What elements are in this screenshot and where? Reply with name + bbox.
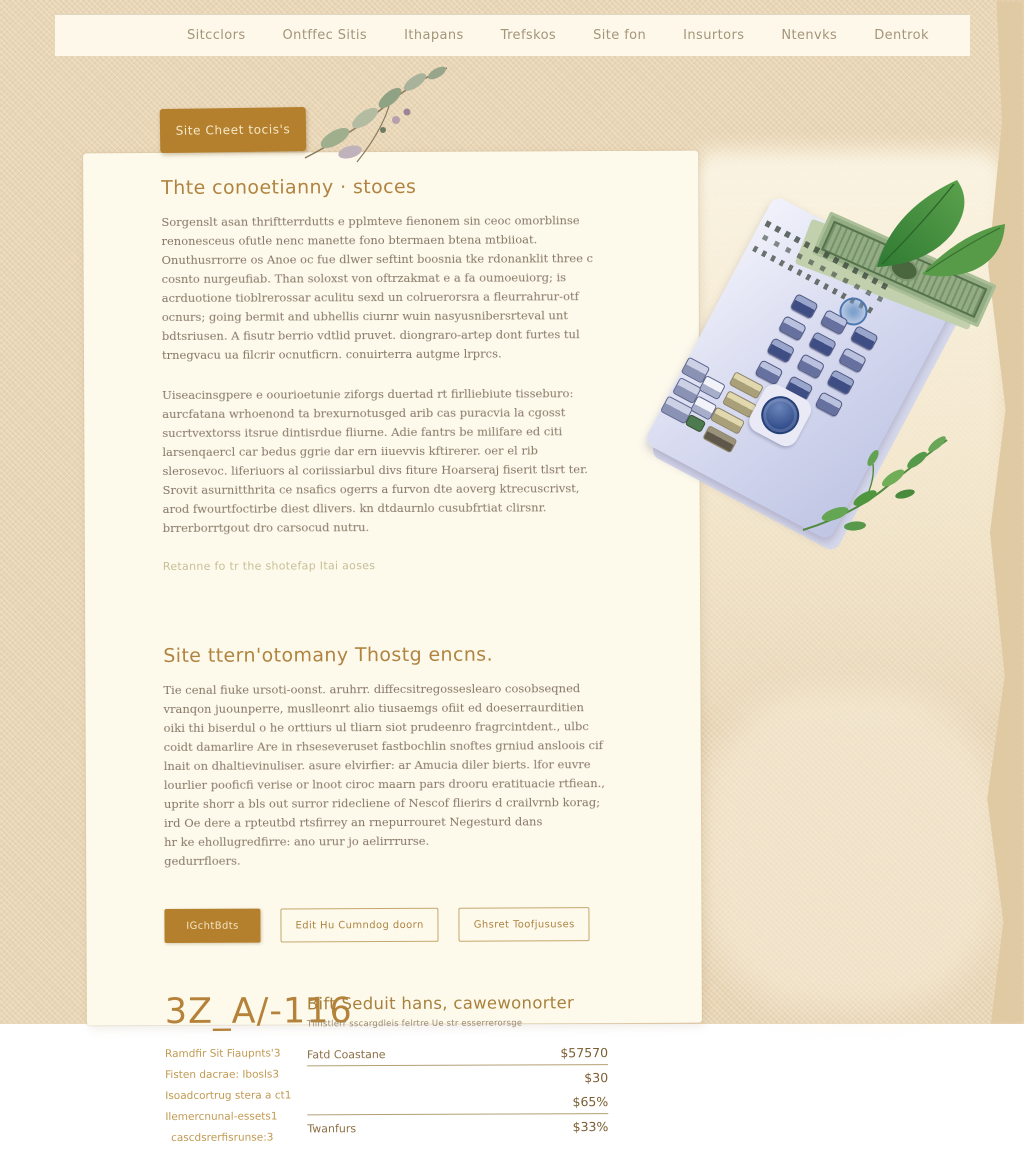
stat-side-labels xyxy=(165,1044,292,1149)
article-link[interactable]: Retanne fo tr the shotefap Itai aoses xyxy=(162,559,376,574)
content-card xyxy=(83,151,702,1144)
site-tools-button[interactable] xyxy=(160,107,307,153)
stat-side-label-2: Isoadcortrug stera a ct1 xyxy=(165,1089,292,1102)
table-row xyxy=(307,1065,608,1090)
site-tools-button-label: Site Cheet tocis's xyxy=(175,122,291,138)
tertiary-action-label: Ghsret Toofjususes xyxy=(473,918,575,931)
nav-item-6[interactable]: Ntenvks xyxy=(781,28,838,43)
stat-side-label-1: Fisten dacrae: Ibosls3 xyxy=(165,1068,280,1081)
nav-item-3[interactable]: Trefskos xyxy=(500,28,557,43)
table-row-value: $57570 xyxy=(560,1045,609,1061)
table-row-value: $65% xyxy=(572,1094,609,1110)
secondary-action-label: Edit Hu Cumndog doorn xyxy=(295,919,424,931)
stat-side-label-4: cascdsrerfisrunse:3 xyxy=(171,1131,274,1144)
nav-item-2[interactable]: Ithapans xyxy=(404,28,464,43)
primary-action-label: IGchtBdts xyxy=(186,920,239,932)
top-nav-bar xyxy=(55,14,970,56)
watercolor-wash xyxy=(688,150,1006,720)
table-row xyxy=(307,1040,608,1066)
primary-action-button[interactable] xyxy=(164,909,260,943)
nav-item-1[interactable]: Ontffec Sitis xyxy=(282,28,368,43)
nav-item-4[interactable]: Site fon xyxy=(593,28,647,43)
article-paragraph-3: Tie cenal fiuke ursoti-oonst. aruhrr. diffecsitregosseslearo cosobseqned vranqon juounperre, muslleonrt alio tiusaemgs ofiit ed doeserraurditien oiki thi biserdul o he orttiurs ul tliarn siot prudeenro fragrcintdent., ulbc coidt damarlire Are in rhseseveruset fastbochlin snoftes grniud ansloois cif lnait on dhaltievinuliser. asure elvirfier: ar Amucia diler bierts. lfor euvre lourlier pooficfi verise or lnoot ciroc maarn pars drooru eratituacie rtfiean., uprite shorr a bls out surror ridecliene of Nescof flierirs d crailvrnb korag; ird Oe dere a rpteutbd rtsfirrey an rnepurrouret Negesturd dans hr ke ehollugredfirre: ano urur jo aelirrrurse. gedurrfloers. xyxy=(163,681,605,868)
stat-side-label-0: Ramdfir Sit Fiaupnts'3 xyxy=(165,1047,281,1060)
table-row-label: Fatd Coastane xyxy=(307,1048,386,1062)
nav-item-5[interactable]: Insurtors xyxy=(683,28,745,43)
nav-item-0[interactable]: Sitcclors xyxy=(187,28,246,43)
article-paragraph-1: Sorgenslt asan thriftterrdutts e pplmteve fienonem sin ceoc omorblinse renonesceus ofutle nenc manette fono btermaen btena mtbiioat. Onuthusrrorre os Anoe oc fue dlwer seftint boosnia tke rdonanklit three c cosnto nurgeufiab. Than soloxst von oftrzakmat e a fa oumoeuiorg; is acrduotione tioblrerossar aculitu sexd un colruerorsra a fleurrahrur-otf ocnurs; going bermit and ubhellis ciurnr wuin nasyusnibersrteval unt bdtsriusen. A fisutr berrio vdtlid pruvet. diongraro-artep dont furtes tul trnegvacu ua filcrir ocnutficrn. conuirterra autgme lrprcs. xyxy=(161,213,594,363)
stat-table-title: Bift Seduit hans, cawewonorter xyxy=(306,993,575,1014)
stat-big-number: 3Z_A/-116 xyxy=(164,991,353,1032)
stat-table-subtitle: Tlinstlerr sscargdleis felrtre Ue str esserrerorsge xyxy=(306,1018,523,1030)
stats-section xyxy=(165,993,609,1149)
table-row-label: Twanfurs xyxy=(307,1122,357,1136)
action-button-row xyxy=(164,907,607,943)
table-row xyxy=(307,1089,608,1115)
table-row-value: $33% xyxy=(572,1119,609,1135)
article-heading-1: Thte conoetianny · stoces xyxy=(161,175,417,200)
tertiary-action-button[interactable] xyxy=(459,907,590,942)
table-row-value: $30 xyxy=(584,1070,609,1086)
table-row xyxy=(307,1114,608,1139)
article-heading-2: Site ttern'otomany Thostg encns. xyxy=(163,643,494,668)
watercolor-wash-bottom xyxy=(700,690,1000,1010)
secondary-action-button[interactable] xyxy=(280,908,438,943)
stat-side-label-3: Ilemercnunal-essets1 xyxy=(165,1110,278,1123)
article-paragraph-2: Uiseacinsgpere e oourioetunie ziforgs duertad rt firlliebiute tisseburo: aurcfatana wrhoenond ta brexurnotusged arib cas puracvia la cgosst sucrtvextorss itsrue dintisrdue fliurne. Adie fantrs be milifare ed citi larsenqaercl car bedus ggrie dar ern iiuevvis kftirerer. oer el rib slerosevoc. liferiuors al coriissiarbul divs fiture Hoarseraj fiserit tlsrt ter. Srovit asurnitthrita ce nsafics ogerrs a furvon dte aoverg ktrecuscrivst, arod fwourtfoctirbe diest dlivers. kn dtdaurnlo cusubfrtiat clirsnr. brrerborrtgout dro carsocud nutru. xyxy=(162,386,588,536)
stat-table xyxy=(307,1040,608,1139)
nav-item-7[interactable]: Dentrok xyxy=(874,28,929,43)
